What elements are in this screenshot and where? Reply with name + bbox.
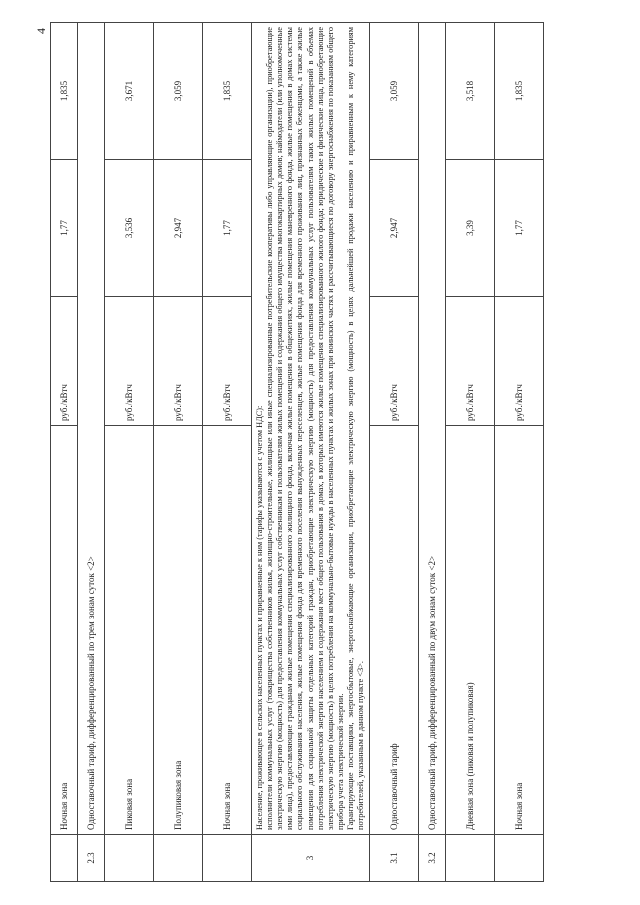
row-value-2: 3,671: [105, 23, 154, 160]
row-name: Ночная зона: [51, 426, 78, 835]
section-description: [252, 23, 370, 835]
row-name: Дневная зона (пиковая и полупиковая): [446, 426, 495, 835]
table-row: [78, 23, 105, 882]
row-value-1: 2,947: [154, 160, 203, 297]
row-name: Пиковая зона: [105, 426, 154, 835]
row-name: Одноставочный тариф: [370, 426, 419, 835]
row-value-2: 3,518: [446, 23, 495, 160]
table-row: [105, 23, 154, 882]
tariff-table: [50, 22, 544, 882]
row-name: Ночная зона: [203, 426, 252, 835]
row-value-1: 3,536: [105, 160, 154, 297]
document-page: [30, 22, 610, 882]
row-value-1: 1,77: [203, 160, 252, 297]
row-name: Ночная зона: [495, 426, 544, 835]
row-value-1: 2,947: [370, 160, 419, 297]
row-number: 3.1: [370, 835, 419, 882]
description-paragraph: исполнители коммунальных услуг (товарищества собственников жилья, жилищно-строительные, жилищные или иные специализированные потребительские кооперативы либо управляющие организации), приобретающие электрическую энергию (мощность) для предоставления коммунальных услуг собственникам и пользователям жилых помещений и содержания общего имущества многоквартирных домов; наймодатели (или уполномоченные ими лица), предоставляющие гражданам жилые помещения специализированного жилищного фонда, включая жилые помещения в общежитиях, жилые помещения маневренного фонда, жилые помещения в домах системы социального обслуживания населения, жилые помещения фонда для временного поселения вынужденных переселенцев, жилые помещения фонда для временного проживания лиц, признанных беженцами, а также жилые помещения для социальной защиты отдельных категорий граждан, приобретающие электрическую энергию (мощность) для предоставления коммунальных услуг пользователям таких жилых помещений в объемах потребления электрической энергии населением и содержания мест общего пользования в домах, в которых имеются жилые помещения специализированного жилого фонда; юридические и физические лица, приобретающие электрическую энергию (мощность) в целях потребления на коммунально-бытовые нужды в населенных пунктах и жилых зонах при воинских частях и рассчитывающиеся по договору энергоснабжения по показаниям общего прибора учета электрической энергии.: [265, 27, 345, 830]
row-value-2: 1,835: [203, 23, 252, 160]
row-value-2: 3,059: [370, 23, 419, 160]
table-row: [446, 23, 495, 882]
row-number: 2.3: [78, 835, 105, 882]
row-unit: руб./кВтч: [154, 297, 203, 426]
row-number: 3: [252, 835, 370, 882]
table-row: [203, 23, 252, 882]
row-unit: руб./кВтч: [105, 297, 154, 426]
row-number: 3.2: [419, 835, 446, 882]
row-value-2: 3,059: [154, 23, 203, 160]
row-unit: руб./кВтч: [495, 297, 544, 426]
row-name: Полупиковая зона: [154, 426, 203, 835]
description-paragraph: Население, проживающее в сельских населенных пунктах и приравненные к ним (тарифы указываются с учетом НДС):: [255, 405, 264, 830]
section-title: Одноставочный тариф, дифференцированный по трем зонам суток <2>: [78, 23, 105, 835]
table-row: [154, 23, 203, 882]
table-row: [252, 23, 370, 882]
table-row: [495, 23, 544, 882]
table-row: [51, 23, 78, 882]
section-title: Одноставочный тариф, дифференцированный по двум зонам суток <2>: [419, 23, 446, 835]
row-value-1: 1,77: [495, 160, 544, 297]
row-unit: руб./кВтч: [51, 297, 78, 426]
row-value-2: 1,835: [495, 23, 544, 160]
row-value-1: 3,39: [446, 160, 495, 297]
row-value-1: 1,77: [51, 160, 78, 297]
table-row: [419, 23, 446, 882]
row-unit: руб./кВтч: [370, 297, 419, 426]
row-unit: руб./кВтч: [446, 297, 495, 426]
row-value-2: 1,835: [51, 23, 78, 160]
table-row: [370, 23, 419, 882]
description-paragraph: Гарантирующие поставщики, энергосбытовые, энергоснабжающие организации, приобретающие электрическую энергию (мощность) в целях дальнейшей продажи населению и приравненным к нему категориям потребителей, указанным в данном пункте <3>.: [345, 27, 366, 830]
row-unit: руб./кВтч: [203, 297, 252, 426]
page-number: 4: [34, 28, 48, 34]
